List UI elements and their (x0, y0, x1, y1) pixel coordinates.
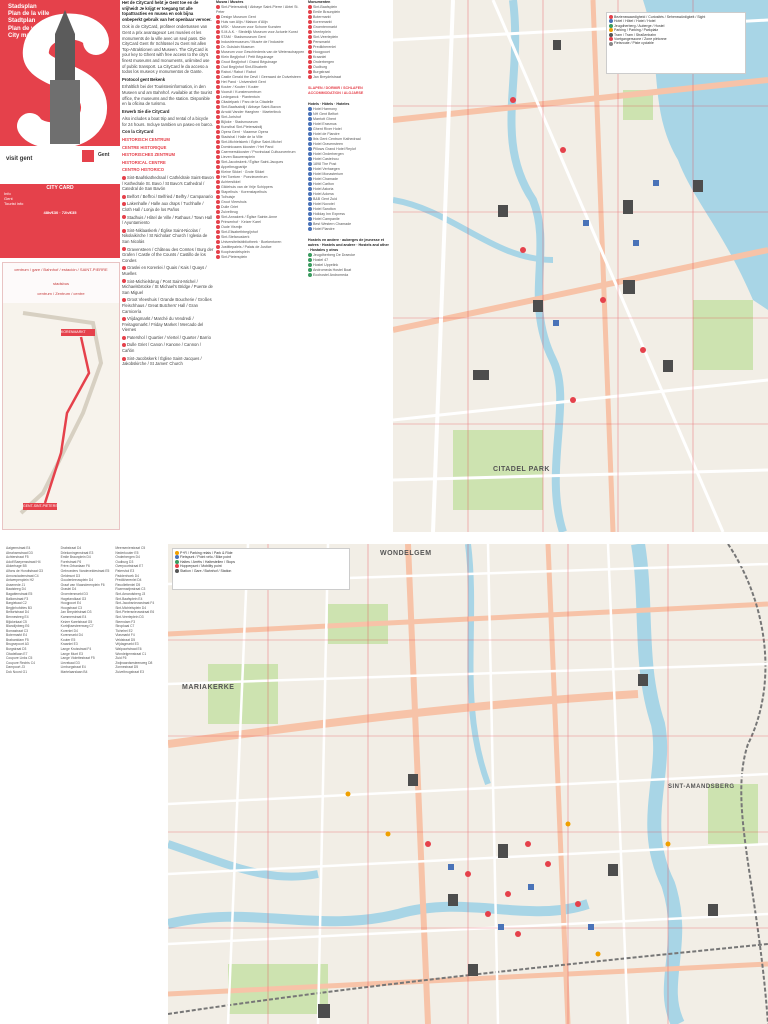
station-label: GENT-SINT-PIETERS (23, 504, 58, 508)
intro-paragraph: Het de CityCard hebt je Gent toe en de vrijheid! Je krijgt er toegang tot alle topattracties en musea en ook bijna onbeperkt gebruik van het openbaar vervoer. (122, 0, 212, 22)
index-columns: Aaigemstraat E4 Abrahamstraat D3 Achterstraat F5 Adolf Baeyensstraat H4 Akkerhage B5 Alfons de Hondtstraat G3 Annonciadenstraat C4 Antwerpenplein H2 Assenede J1 Baaisteeg D4 Bagattenstraat E5 Ballonstraat F3 Bargiekaai C2 Begijnhofdries B3 Belfortstraat D4 Bennesteeg E4 Bijlokekaai C5 Blandijnberg E6 Bomastraat C3 Botermarkt E4 Brabantdam F5 Brugsepoort A3 Burgstraat D3 Citadellaan E7 Coupure Links C5 Coupure Rechts C4 Dampoort J3 Dok Noord G1 Drabstraat D4 Driekoningenstraat E3 Emile Braunplein D4 Forelstraat F6 Frère-Orbanlaan F6 Gebroeders Vandeveldestraat E5 Geldmunt D3 Goudenleeuwplein D4 Graaf van Vlaanderenplein F6 Graslei D4 Groentenmarkt D3 Hagelandkaai G3 Hoogpoort E4 Hoogstraat C3 Jan Breydelstraat D3 Kammerstraat E4 Keizer Karelstraat G5 Kortrijksesteenweg C7 Korenlei D4 Korenmarkt D4 Kouter E5 Kraanlei E3 Lange Kruisstraat F4 Lange Munt E3 Lange Violettestraat F5 Lievekaai D3 Limburgstraat E4 Martelaarslaan B4 Meersenierstraat C5 Nederkouter E5 Onderbergen D4 Oudburg D3 Overpoortstraat E7 Patershol E3 Paddenhoek D4 Predikherenlei D4 Recollettenlei D5 Rozemarijnstraat C3 Sint-Amandsberg J3 Sint-Baafsplein E4 Sint-Jacobsnieuwstraat F4 Sint-Michielsplein D4 Sint-Pietersnieuwstraat E6 Sint-Veerleplein D3 Steendam F3 Stropkaai C7 Tichelrei E2 Vlasmarkt F4 Veldstraat D5 Vrijdagmarkt E3 Walpoortstraat E6 Wondelgemstraat C1 Zuid F6 Zwijnaardsesteenweg D8 Zonnestraat D5 Zuivelbrugstraat E3 (6, 546, 155, 675)
museum-list: Sint-Pietersabdij / Abbaye Saint-Pierre / Abtei St. Peter Design Museum Gent Huis van Alijn / Maison d'Alijn MSK · Museum voor Schone Kunsten S.M.A.K. · Stedelijk Museum voor Actuele Kunst STAM · Stadsmuseum Gent Industriemuseum / Musée de l'Industrie Dr. Guislain Museum Museum voor Geschiedenis van de Wetenschappen Klein Begijnhof / Petit Béguinage Groot Begijnhof / Grand Béguinage Oud Begijnhof Sint-Elisabeth Rabot / Rabot / Rabot Castle Gerald the Devil / Geeraard de Duivelsteen Het Pand · Universiteit Gent Kouter / Kouter / Kouter Vooruit / Kunstencentrum Ledeganck · Plantentuin Citadelpark / Parc de la Citadelle Sint-Baafsabdij / Abbaye Saint-Bavon Arnold Vander Haeghen · Maeterlinck Sint-Jorishof Bijloke · Stadsmuseum Kunsthal Sint-Pietersabdij Opera Gent · Vlaamse Opera Stadshal / Halle de la Ville Sint-Michielskerk / Église Saint-Michel Dominicaans klooster / Het Pand Caermersklooster / Provinciaal Cultuurcentrum Lieven Bauwensplein Sint-Jacobskerk / Église Saint-Jacques Appelbrugparkje Kleine Sikkel · Grote Sikkel Het Toreken · Poeziecentrum Achtersikkel Gildehuis van de Vrije Schippers Stapelhuis · Korenstapelhuis Tolhuisje Groot Vleeshuis Dulle Griet Zuivelbrug Sint-Annakerk / Église Sainte-Anne Prinsenhof · Keizer Karel Oude Vismijn Sint-Elisabethbegijnhof Sint-Stefanuskerk Universiteitsbibliotheek · Boekentoren Justitiepaleis / Palais de Justice Koophandelsplein Sint-Pietersplein (216, 5, 305, 259)
district-label: WONDELGEM (380, 550, 432, 557)
map-legend: Bezienswaardigheid / Curiosités / Sehenswürdigkeit / Sight Hotel / Hôtel / Hotel / Hotel Jeugdherberg / Auberge / Hostel Parking / Parking / Parkplatz Tram / Tram / Straßenbahn Voetgangerszone / Zone piétonne Fietsroute / Piste cyclable (606, 12, 746, 74)
area-heading: HISTORISCHES ZENTRUM (122, 152, 175, 158)
filler-paragraph: Gravensteen / Château des Comtes / Burg der Grafen / Castle of the Counts / Castillo de los Condes (122, 246, 214, 263)
filler-paragraph: Graslei en Korenlei / Quais / Kais / Quays / Muelles (122, 265, 207, 276)
hotels-heading: Hotels · Hôtels · Hoteles (308, 102, 350, 106)
filler-paragraph: Vrijdagmarkt / Marché du Vendredi / Freitagsmarkt / Friday Market / Mercado del Viernes (122, 316, 204, 333)
gent-logo: Gent (98, 152, 110, 158)
park-label: CITADEL PARK (493, 466, 550, 473)
museums-column (216, 0, 306, 530)
title-line: Plan de la ville (8, 11, 50, 18)
route-diagram (3, 303, 119, 529)
area-heading: HISTORISCH CENTRUM (122, 137, 170, 143)
legend-red-block: SLAPEN / DORMIR / SCHLAFEN ACCOMMODATION / ALOJARSE (308, 86, 364, 95)
area-heading: CENTRE HISTORIQUE (122, 144, 167, 150)
filler-paragraph: Belfort / Beffroi / Belfried / Belfry / Campanario (122, 194, 214, 200)
title-line: Plan de ville (8, 25, 43, 32)
filler-paragraph: Patershol / Quartier / Viertel / Quarter / Barrio (122, 335, 214, 341)
route-line: centrum / gare / Bahnhof / estación / SAINT-PIERRE (14, 267, 108, 272)
filler-paragraph: Lakenhalle / Halle aux draps / Tuchhalle / Cloth Hall / Lonja de los Paños (122, 201, 204, 212)
info-line: Gent (4, 196, 13, 201)
route-line: stadsbus (52, 281, 69, 286)
station-label: KORENMARKT (61, 330, 86, 334)
area-heading: HISTORICAL CENTRE (122, 159, 166, 165)
info-line: Info (4, 191, 11, 196)
filler-paragraph: Sint-Jacobskerk / Église Saint-Jacques / Jakobskirche / St James' Church (122, 355, 202, 367)
section-title: Con la CityCard (122, 129, 154, 135)
hostels-heading: Hostels en andere · auberges de jeunesse et autres · Hostels und andere · Hostels and other · Hostales y otros (308, 238, 389, 252)
tram-route-map (2, 262, 120, 530)
district-label: MARIAKERKE (182, 684, 235, 691)
hotel-list: Hotel Harmony NH Gent Belfort Marriott Ghent Hotel Erasmus Ghent River Hotel Hotel de Flandre Ibis Gent Centrum Kathedraal Hotel Gravensteen Pillows Grand Hotel Reylof Hotel Onderbergen Hotel Castelnou 1898 The Post Hotel Verhaegen Hotel Monasterium Hotel Chamade Hotel Carlton Hotel Astoria Hotel Adoma B&B Gent Zuid Hotel Novotel Hotel Sandton Holiday Inn Express Hotel Campanile Best Western Chamade Hotel Flandre (308, 107, 390, 232)
filler-paragraph: Sint-Michielsbrug / Pont Saint-Michel / Michaelsbrücke / St Michael's Bridge / Puente de San Miguel (122, 278, 213, 295)
monuments-heading: Monumenten (308, 0, 331, 4)
district-label: SINT-AMANDSBERG (668, 784, 735, 790)
overview-legend: P+R / Parking relais / Park & Ride Fietspunt / Point vélo / Bike point Haltes / Arrêts / Haltestellen / Stops Hopperpunt / Mobility point Station / Gare / Bahnhof / Station (172, 548, 350, 590)
info-head: CITY CARD (46, 185, 74, 191)
brand-strip (0, 146, 120, 176)
section-title: Protocol gent Bekenk (122, 76, 166, 82)
title-line: Stadtplan (8, 18, 36, 25)
area-heading: CENTRO HISTORICO (122, 167, 165, 173)
filler-paragraph: Sint-Baafskathedraal / Cathédrale Saint-Bavon / Kathedrale St. Bavo / St Bavo's Cathedral / Catedral de San Bavón (122, 175, 214, 192)
monument-list: Sint-Baafsplein Emile Braunplein Botermarkt Korenmarkt Groentenmarkt Veerleplein Sint-Veerleplein Pensmarkt Predikherenlei Hoogpoort Kraanlei Onderbergen Oudburg Burgstraat Jan Breydelstraat (308, 5, 390, 80)
section-title: Erwerb Sie die CityCard (122, 108, 170, 114)
filler-paragraph: Erhältlich bei der Touristeninformation, in den Museen und am Bahnhof. Available at the tourist office, the museums and the station. Disponible en la oficina de turismo. (122, 84, 213, 107)
monuments-column (308, 0, 390, 530)
filler-paragraph: Stadhuis / Hôtel de Ville / Rathaus / Town Hall / Ayuntamiento (122, 214, 213, 226)
filler-paragraph: Sint-Niklaaskerk / Église Saint-Nicolas / Nikolaikirche / St Nicholas' Church / Iglesia de San Nicolás (122, 227, 208, 244)
filler-paragraph: Groot Vleeshuis / Grande Boucherie / Großes Fleischhaus / Great Butchers' Hall / Gran Carnicería (122, 297, 212, 314)
museums-heading: Musea / Musées (216, 0, 244, 4)
route-line: centrum / Zentrum / centre (37, 291, 85, 296)
info-footer: 48h/€30 · 72h/€35 (43, 210, 77, 215)
filler-paragraph: Dulle Griet / Canon / Kanone / Cannon / Cañón (122, 342, 202, 354)
info-line: Tourist info (4, 201, 24, 206)
filler-paragraph: Also includes a boat trip and rental of a bicycle for 24 hours. Incluye tambien un paseo en barco. (122, 116, 214, 127)
street-index (6, 546, 166, 1022)
centre-map-art (393, 0, 768, 532)
title-line: City map (8, 32, 34, 39)
visit-gent-logo: visit gent (6, 156, 33, 162)
city-centre-map[interactable] (393, 0, 768, 532)
filler-paragraph: Ook in de CityCard, profiteer ondertussen van Gent a prix avantageux! Les musées et les monuments de la ville avec un seul pass. Die CityCard Gent Ihr Schlüssel zu Gent mit allen Top-Attraktionen und Museen. The CityCard is your key to Ghent with free access to the city's finest museums and monuments, unlimited use of public transport. La CityCard le da acceso a todos los museos y monumentos de Gante. (122, 24, 210, 75)
hostel-list: Jeugdherberg De Draecke Hostel 47 Hostel Uppelink Andromeda Hostel Boat Ecohostel Andromeda (308, 253, 390, 278)
title-line: Stadsplan (8, 4, 37, 10)
city-card-info (0, 184, 120, 258)
intro-text-column (122, 0, 214, 530)
partner-logo (82, 150, 94, 162)
overview-map[interactable] (168, 544, 768, 1024)
